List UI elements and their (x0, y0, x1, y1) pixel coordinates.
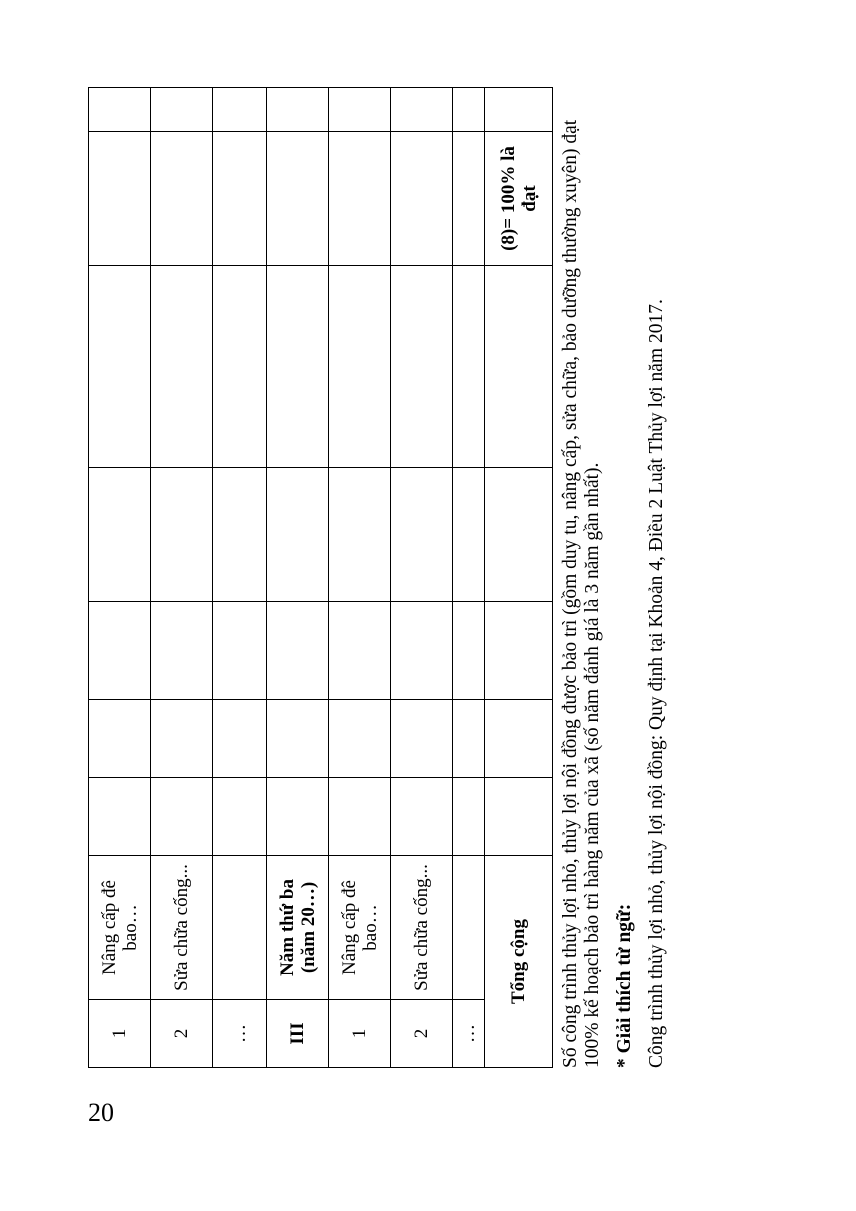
table-row (89, 88, 151, 1068)
table-cell (213, 266, 267, 468)
table-cell (89, 266, 151, 468)
table-cell (329, 700, 391, 778)
table-cell (151, 88, 213, 132)
table-cell (151, 266, 213, 468)
table-cell (89, 468, 151, 602)
table-cell (391, 468, 453, 602)
table-cell (267, 700, 329, 778)
item-name: Sửa chữa cống... (151, 856, 213, 1000)
table-cell (391, 778, 453, 856)
criteria-text: Số công trình thủy lợi nhỏ, thủy lợi nội đồng được bảo trì (gồm duy tu, nâng cấp, sửa chữa, bảo dưỡng thường xuyên) đạt 100% kế hoạch bảo trì hàng năm của xã (số năm đánh giá là 3 năm gần nhất). (560, 119, 603, 1068)
table-cell (151, 700, 213, 778)
table-cell (151, 132, 213, 266)
item-name (453, 856, 485, 1000)
table-cell (89, 132, 151, 266)
total-cell (485, 778, 553, 856)
table-cell (213, 88, 267, 132)
table-row (329, 88, 391, 1068)
total-cell (485, 468, 553, 602)
table-row (213, 88, 267, 1068)
table-cell (213, 602, 267, 700)
table-cell (329, 266, 391, 468)
table-cell (391, 266, 453, 468)
table-cell (267, 132, 329, 266)
table-cell (267, 266, 329, 468)
table-cell (391, 700, 453, 778)
table-cell (329, 132, 391, 266)
row-number: III (267, 1000, 329, 1068)
total-cell (485, 266, 553, 468)
total-cell (485, 602, 553, 700)
total-cell (485, 88, 553, 132)
table-cell (151, 602, 213, 700)
table-cell (267, 602, 329, 700)
row-number: 2 (391, 1000, 453, 1068)
table-cell (213, 778, 267, 856)
table-cell (213, 700, 267, 778)
table-cell (391, 132, 453, 266)
rotated-content (88, 88, 688, 1068)
table-cell (329, 602, 391, 700)
glossary-text: Công trình thủy lợi nhỏ, thủy lợi nội đồng: Quy định tại Khoản 4, Điều 2 Luật Thủy lợi năm 2017. (646, 299, 667, 1068)
notes (560, 88, 668, 1068)
row-number: 2 (151, 1000, 213, 1068)
table-cell (89, 602, 151, 700)
table-cell (89, 778, 151, 856)
table-cell (453, 778, 485, 856)
table-cell (329, 778, 391, 856)
table-cell (267, 88, 329, 132)
row-number: 1 (329, 1000, 391, 1068)
table-cell (391, 88, 453, 132)
table-row (151, 88, 213, 1068)
total-row (485, 88, 553, 1068)
item-name: Sửa chữa cống... (391, 856, 453, 1000)
row-number: … (213, 1000, 267, 1068)
table-cell (329, 88, 391, 132)
row-number: 1 (89, 1000, 151, 1068)
target-cell: (8)= 100% là đạt (485, 132, 553, 266)
item-name: Năm thứ ba (năm 20…) (267, 856, 329, 1000)
item-name: Nâng cấp đê bao… (329, 856, 391, 1000)
total-cell (485, 700, 553, 778)
table-row (391, 88, 453, 1068)
table-cell (151, 778, 213, 856)
table-cell (453, 468, 485, 602)
table-cell (391, 602, 453, 700)
table-cell (213, 132, 267, 266)
table-row (267, 88, 329, 1068)
table-cell (151, 468, 213, 602)
page-number: 20 (88, 1098, 114, 1127)
glossary-heading: * Giải thích từ ngữ: (614, 903, 635, 1068)
table-cell (453, 602, 485, 700)
table-cell (89, 88, 151, 132)
table-cell (453, 88, 485, 132)
item-name: Nâng cấp đê bao… (89, 856, 151, 1000)
table-cell (453, 132, 485, 266)
table-cell (267, 468, 329, 602)
table-cell (213, 468, 267, 602)
table-row (453, 88, 485, 1068)
table-cell (453, 266, 485, 468)
row-number: … (453, 1000, 485, 1068)
total-label: Tổng cộng (485, 856, 553, 1068)
table-cell (453, 700, 485, 778)
table-cell (89, 700, 151, 778)
table-cell (329, 468, 391, 602)
table-cell (267, 778, 329, 856)
maintenance-table (88, 87, 553, 1068)
item-name (213, 856, 267, 1000)
